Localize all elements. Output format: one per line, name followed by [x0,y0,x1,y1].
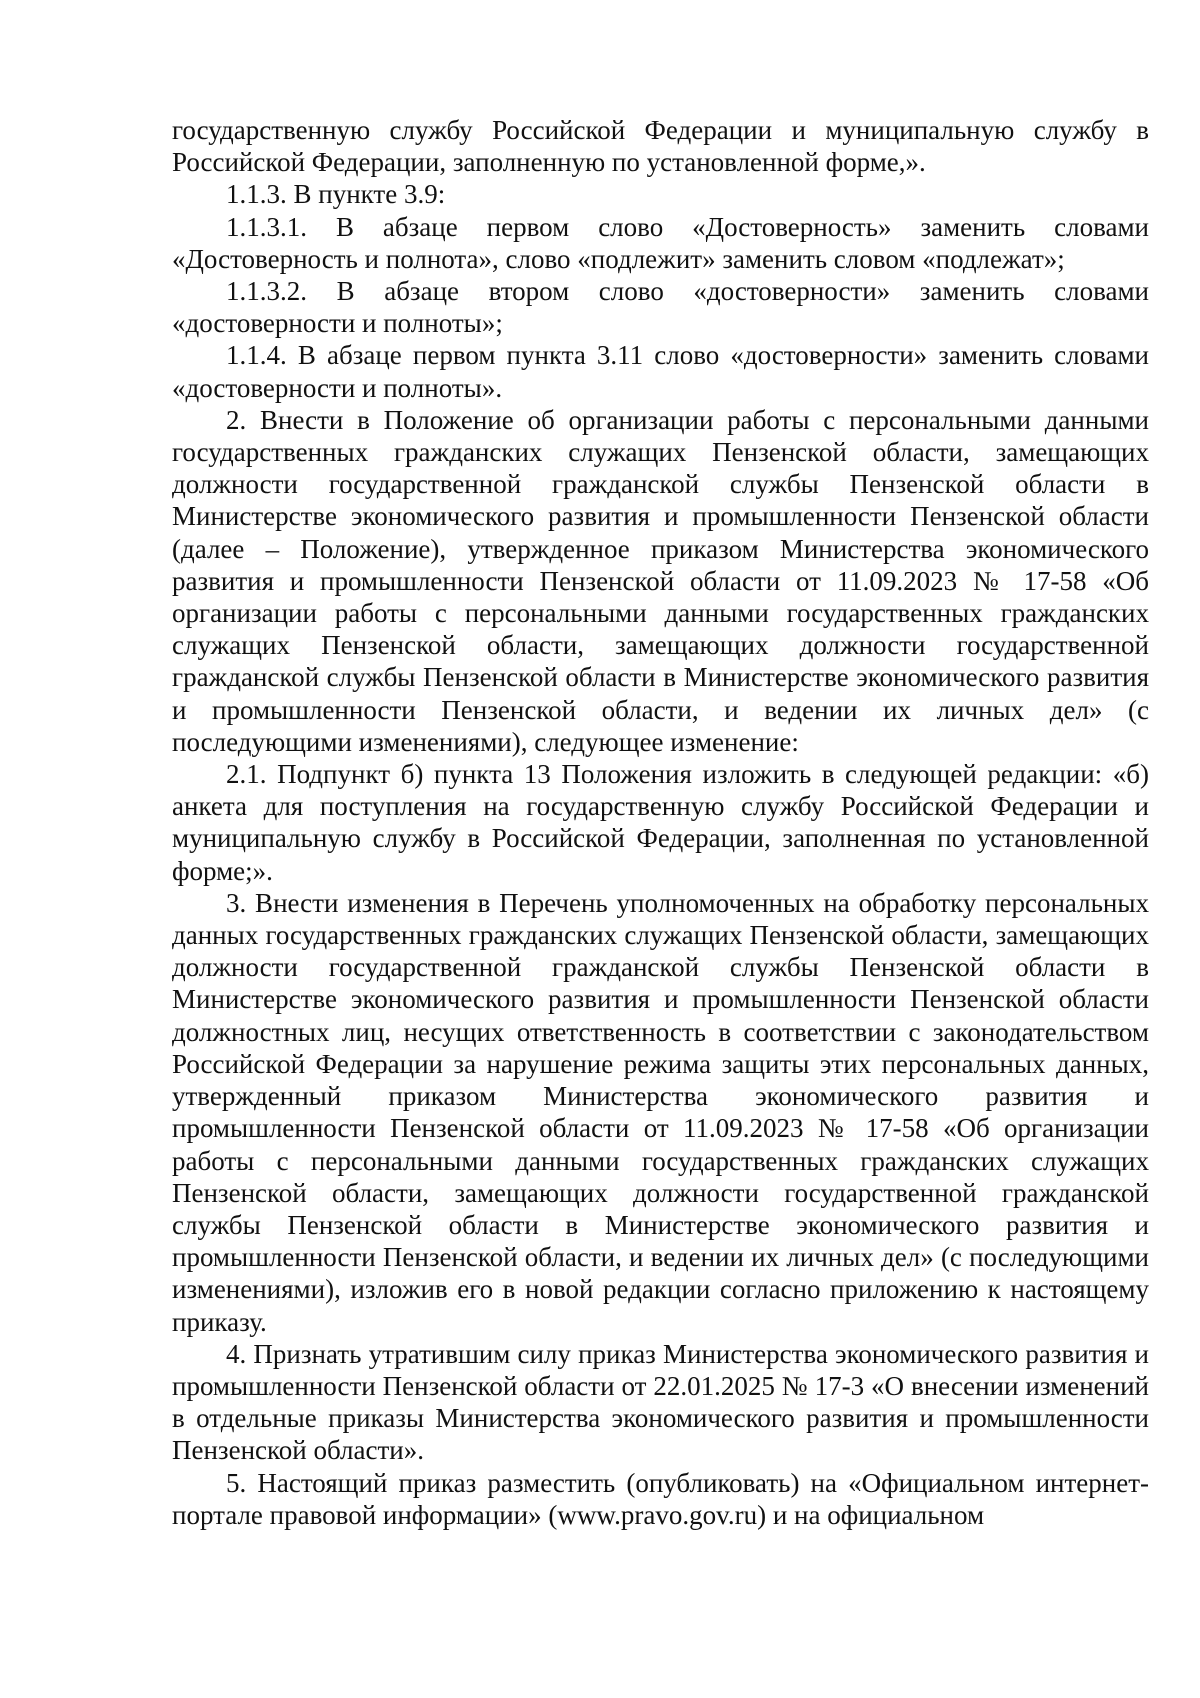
paragraph-1-1-3-2: 1.1.3.2. В абзаце втором слово «достоверности» заменить словами «достоверности и полноты»; [172,276,1149,339]
document-body [172,114,1149,1531]
paragraph-4: 4. Признать утратившим силу приказ Министерства экономического развития и промышленности Пензенской области от 22.01.2025 № 17-3 «О внесении изменений в отдельные приказы Министерства экономического развития и промышленности Пензенской области». [172,1338,1149,1466]
paragraph-2: 2. Внести в Положение об организации работы с персональными данными государственных гражданских служащих Пензенской области, замещающих должности государственной гражданской службы Пензенской области в Министерстве экономического развития и промышленности Пензенской области (далее – Положение), утвержденное приказом Министерства экономического развития и промышленности Пензенской области от 11.09.2023 № 17-58 «Об организации работы с персональными данными государственных гражданских служащих Пензенской области, замещающих должности государственной гражданской службы Пензенской области в Министерстве экономического развития и промышленности Пензенской области, и ведении их личных дел» (с последующими изменениями), следующее изменение: [172,404,1149,757]
paragraph-continuation: государственную службу Российской Федерации и муниципальную службу в Российской Федерации, заполненную по установленной форме,». [172,115,1149,178]
paragraph-1-1-3-1: 1.1.3.1. В абзаце первом слово «Достоверность» заменить словами «Достоверность и полнота», слово «подлежит» заменить словом «подлежат»; [172,211,1149,274]
paragraph-2-1: 2.1. Подпункт б) пункта 13 Положения изложить в следующей редакции: «б) анкета для поступления на государственную службу Российской Федерации и муниципальную службу в Российской Федерации, заполненная по установленной форме;». [172,759,1149,886]
paragraph-1-1-3: 1.1.3. В пункте 3.9: [226,179,446,210]
paragraph-3: 3. Внести изменения в Перечень уполномоченных на обработку персональных данных государственных гражданских служащих Пензенской области, замещающих должности государственной гражданской службы Пензенской области в Министерстве экономического развития и промышленности Пензенской области должностных лиц, несущих ответственность в соответствии с законодательством Российской Федерации за нарушение режима защиты этих персональных данных, утвержденный приказом Министерства экономического развития и промышленности Пензенской области от 11.09.2023 № 17-58 «Об организации работы с персональными данными государственных гражданских служащих Пензенской области, замещающих должности государственной гражданской службы Пензенской области в Министерстве экономического развития и промышленности Пензенской области, и ведении их личных дел» (с последующими изменениями), изложив его в новой редакции согласно приложению к настоящему приказу. [172,887,1149,1337]
paragraph-1-1-4: 1.1.4. В абзаце первом пункта 3.11 слово «достоверности» заменить словами «достоверности и полноты». [172,340,1149,403]
paragraph-5: 5. Настоящий приказ разместить (опубликовать) на «Официальном интернет-портале правовой информации» (www.pravo.gov.ru) и на официальном [172,1467,1149,1530]
